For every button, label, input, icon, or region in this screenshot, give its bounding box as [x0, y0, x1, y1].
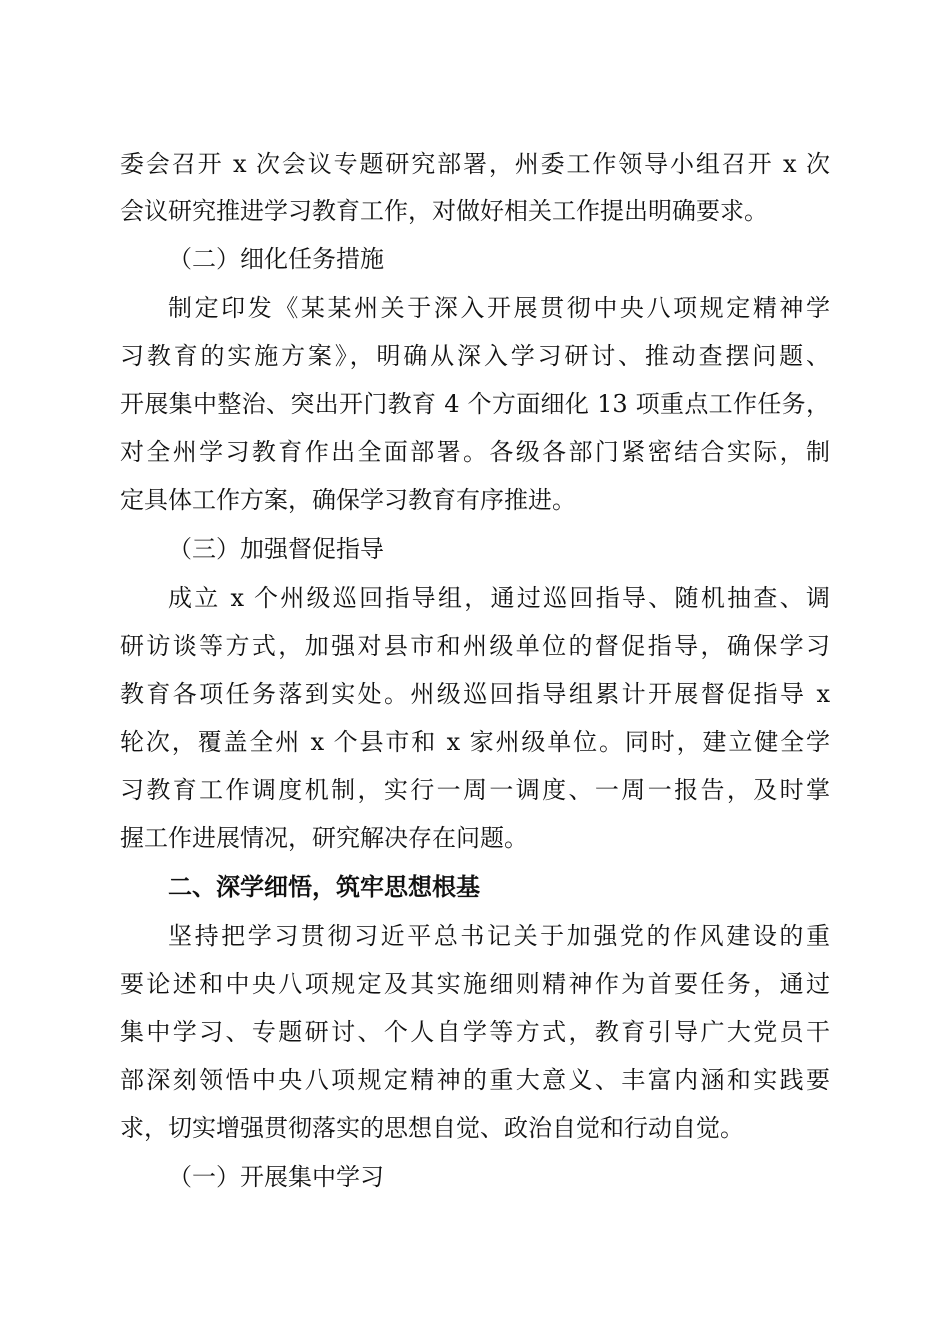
paragraph-line: 习教育工作调度机制，实行一周一调度、一周一报告，及时掌	[120, 776, 830, 804]
subsection-heading: （一）开展集中学习	[168, 1163, 384, 1191]
paragraph-line: 教育各项任务落到实处。州级巡回指导组累计开展督促指导 x	[120, 680, 830, 708]
paragraph-line: 制定印发《某某州关于深入开展贯彻中央八项规定精神学	[168, 294, 830, 322]
paragraph-line: 部深刻领悟中央八项规定精神的重大意义、丰富内涵和实践要	[120, 1066, 830, 1094]
paragraph-line: 研访谈等方式，加强对县市和州级单位的督促指导，确保学习	[120, 632, 830, 660]
paragraph-line: 要论述和中央八项规定及其实施细则精神作为首要任务，通过	[120, 970, 830, 998]
paragraph-line: 坚持把学习贯彻习近平总书记关于加强党的作风建设的重	[168, 922, 830, 950]
paragraph-line: 习教育的实施方案》，明确从深入学习研讨、推动查摆问题、	[120, 342, 830, 370]
paragraph-line: 对全州学习教育作出全面部署。各级各部门紧密结合实际，制	[120, 438, 830, 466]
paragraph-line: 求，切实增强贯彻落实的思想自觉、政治自觉和行动自觉。	[120, 1114, 744, 1142]
paragraph-line: 集中学习、专题研讨、个人自学等方式，教育引导广大党员干	[120, 1018, 830, 1046]
paragraph-line: 成立 x 个州级巡回指导组，通过巡回指导、随机抽查、调	[168, 584, 830, 612]
paragraph-line: 轮次，覆盖全州 x 个县市和 x 家州级单位。同时，建立健全学	[120, 728, 830, 756]
paragraph-line: 委会召开 x 次会议专题研究部署，州委工作领导小组召开 x 次	[120, 150, 830, 178]
paragraph-line: 会议研究推进学习教育工作，对做好相关工作提出明确要求。	[120, 197, 768, 225]
subsection-heading: （二）细化任务措施	[168, 245, 384, 273]
paragraph-line: 握工作进展情况，研究解决存在问题。	[120, 824, 528, 852]
section-title: 二、深学细悟，筑牢思想根基	[168, 873, 480, 901]
subsection-heading: （三）加强督促指导	[168, 535, 384, 563]
paragraph-line: 开展集中整治、突出开门教育 4 个方面细化 13 项重点工作任务，	[120, 390, 830, 418]
paragraph-line: 定具体工作方案，确保学习教育有序推进。	[120, 486, 576, 514]
